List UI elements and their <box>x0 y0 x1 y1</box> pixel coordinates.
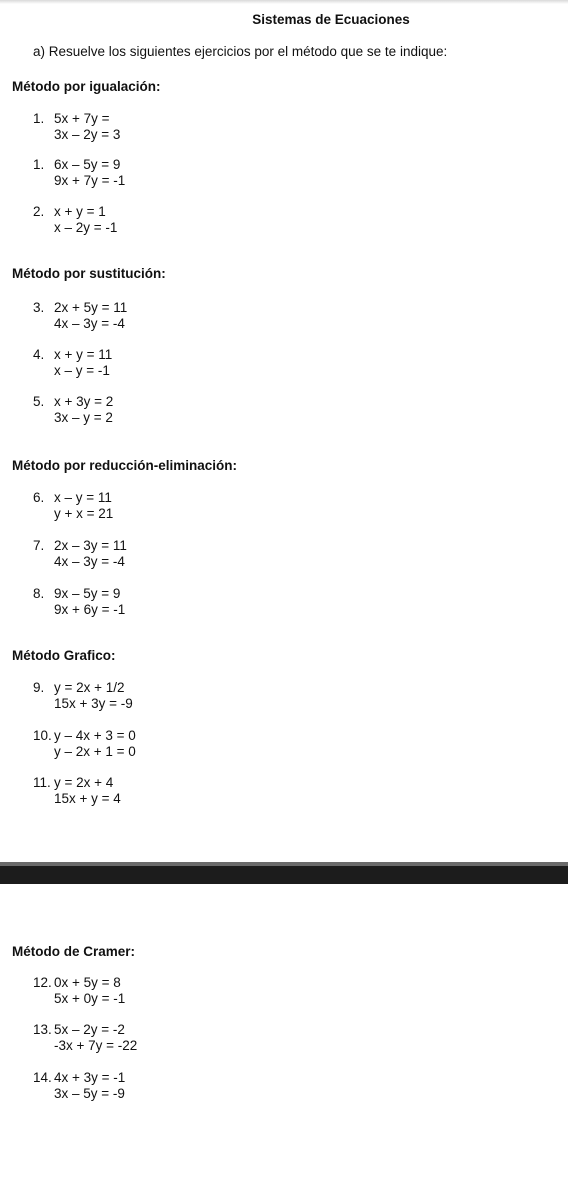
exercise-number: 14. <box>33 1070 52 1085</box>
exercise-number: 1. <box>33 157 45 172</box>
equation-system <box>54 157 125 189</box>
equation-system <box>54 1022 137 1054</box>
equation: x – 2y = -1 <box>54 220 118 235</box>
exercise-item <box>33 394 113 426</box>
equation: 3x – y = 2 <box>54 410 113 425</box>
exercise-number: 7. <box>33 538 45 553</box>
equation-system <box>54 538 127 570</box>
section-heading-reduccion: Método por reducción-eliminación: <box>12 458 238 473</box>
equation: 2x – 3y = 11 <box>54 538 127 553</box>
equation-system <box>54 394 113 426</box>
equation: x + 3y = 2 <box>54 394 114 409</box>
page-break-divider <box>0 866 568 884</box>
equation: 9x – 5y = 9 <box>54 586 121 601</box>
document-title: Sistemas de Ecuaciones <box>252 12 410 27</box>
equation: x – y = -1 <box>54 363 110 378</box>
equation: y = 2x + 1/2 <box>54 680 125 695</box>
equation: 4x + 3y = -1 <box>54 1070 126 1085</box>
equation: 5x + 7y = <box>54 111 110 126</box>
equation: y = 2x + 4 <box>54 775 114 790</box>
equation: 15x + y = 4 <box>54 791 121 806</box>
equation: 4x – 3y = -4 <box>54 554 125 569</box>
exercise-number: 3. <box>33 300 45 315</box>
exercise-item <box>33 204 117 236</box>
exercise-item <box>33 728 136 760</box>
section-heading-igualacion: Método por igualación: <box>12 79 161 94</box>
equation-system <box>54 728 136 760</box>
exercise-item <box>33 1070 125 1102</box>
equation: 2x + 5y = 11 <box>54 300 128 315</box>
equation: 0x + 5y = 8 <box>54 975 121 990</box>
equation-system <box>54 204 117 236</box>
equation-system <box>54 300 127 332</box>
equation-system <box>54 490 113 522</box>
exercise-number: 11. <box>33 775 51 790</box>
exercise-item <box>33 975 125 1007</box>
instruction-text: a) Resuelve los siguientes ejercicios por el método que se te indique: <box>33 44 448 59</box>
exercise-number: 9. <box>33 680 45 695</box>
section-heading-grafico: Método Grafico: <box>12 648 116 663</box>
exercise-item <box>33 775 121 807</box>
exercise-item <box>33 586 125 618</box>
equation-system <box>54 775 121 807</box>
exercise-item <box>33 111 120 143</box>
equation-system <box>54 680 133 712</box>
exercise-item <box>33 157 125 189</box>
exercise-item <box>33 300 127 332</box>
exercise-number: 12. <box>33 975 52 990</box>
exercise-item <box>33 538 127 570</box>
equation: 9x + 7y = -1 <box>54 173 126 188</box>
equation-system <box>54 1070 125 1102</box>
exercise-item <box>33 680 133 712</box>
equation: x + y = 1 <box>54 204 106 219</box>
exercise-number: 5. <box>33 394 45 409</box>
equation: 5x + 0y = -1 <box>54 991 126 1006</box>
exercise-number: 13. <box>33 1022 52 1037</box>
equation-system <box>54 975 125 1007</box>
equation: 5x – 2y = -2 <box>54 1022 125 1037</box>
equation: x – y = 11 <box>54 490 112 505</box>
page-top-shadow <box>0 0 568 4</box>
exercise-item <box>33 490 113 522</box>
section-heading-cramer: Método de Cramer: <box>12 944 136 959</box>
equation: 3x – 2y = 3 <box>54 127 121 142</box>
section-heading-sustitucion: Método por sustitución: <box>12 266 166 281</box>
equation: 15x + 3y = -9 <box>54 696 133 711</box>
equation: -3x + 7y = -22 <box>54 1038 138 1053</box>
equation-system <box>54 111 120 143</box>
exercise-number: 10. <box>33 728 52 743</box>
equation-system <box>54 586 125 618</box>
equation: y + x = 21 <box>54 506 114 521</box>
equation: y – 2x + 1 = 0 <box>54 744 136 759</box>
exercise-item <box>33 347 112 379</box>
exercise-number: 8. <box>33 586 45 601</box>
exercise-number: 6. <box>33 490 45 505</box>
exercise-number: 1. <box>33 111 45 126</box>
equation: 4x – 3y = -4 <box>54 316 125 331</box>
exercise-number: 4. <box>33 347 45 362</box>
equation: 6x – 5y = 9 <box>54 157 121 172</box>
exercise-item <box>33 1022 137 1054</box>
equation: 3x – 5y = -9 <box>54 1086 125 1101</box>
equation-system <box>54 347 112 379</box>
equation: y – 4x + 3 = 0 <box>54 728 136 743</box>
equation: x + y = 11 <box>54 347 113 362</box>
exercise-number: 2. <box>33 204 45 219</box>
equation: 9x + 6y = -1 <box>54 602 126 617</box>
